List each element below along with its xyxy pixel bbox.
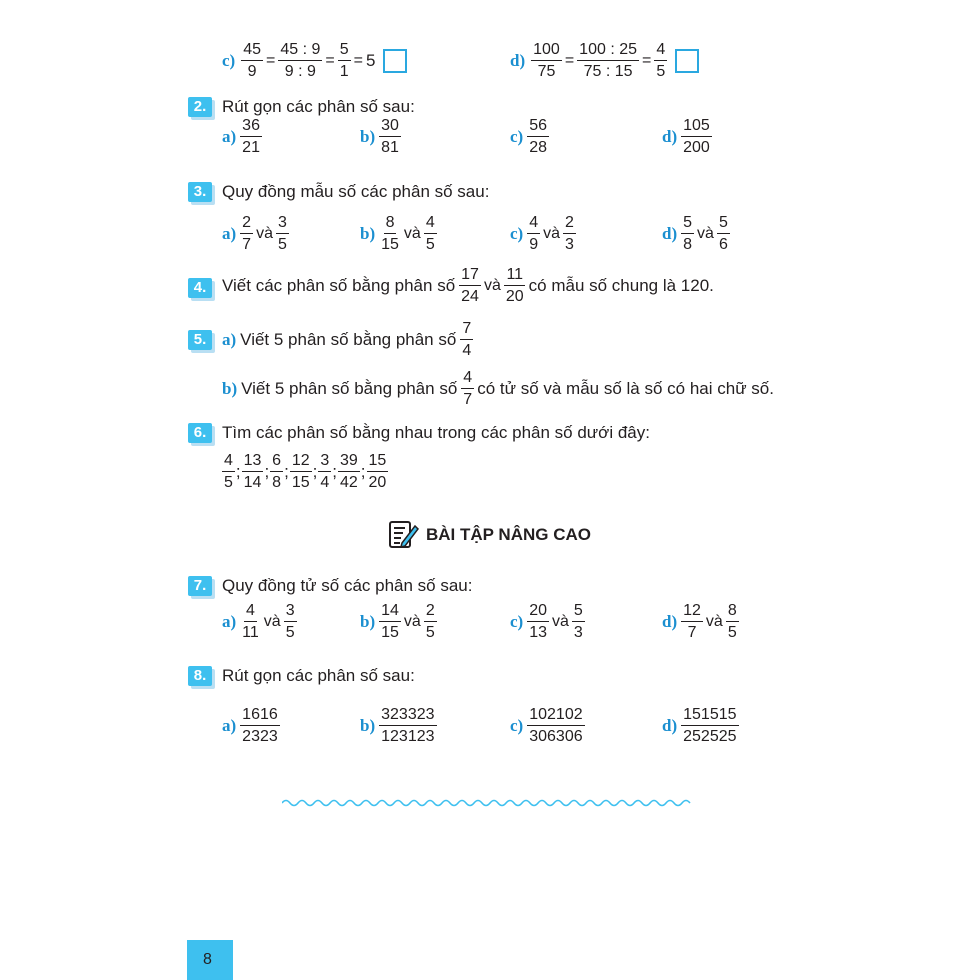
exercise-title: Quy đồng mẫu số các phân số sau: [222,182,490,201]
fraction: $\frac{2}{5}$ [425,602,435,641]
fraction: $\frac{8}{15}$ [381,214,399,253]
fraction: $\frac{2}{3}$ [565,214,574,253]
fraction: $\frac{3}{4}$ [320,452,330,491]
page-number: 8 [203,951,212,968]
fraction: $\frac{4}{11}$ [242,602,259,641]
fraction: $\frac{36}{21}$ [242,117,260,156]
fraction: $\frac{17}{24}$ [461,266,479,305]
ex7-item-d: d) $\frac{12}{7}$ và $\frac{8}{5}$ [662,602,737,641]
fraction: $\frac{2}{7}$ [242,214,252,253]
ex2-item-a: a) $\frac{36}{21}$ [222,117,260,156]
fraction: $\frac{4}{5}$ [224,452,233,491]
answer-box[interactable] [675,49,699,73]
ex2-item-c: c) $\frac{56}{28}$ [510,117,548,156]
edit-note-icon [388,519,420,551]
exercise-number-badge: 8. [188,666,212,686]
fraction: $\frac{6}{8}$ [272,452,282,491]
fraction: $\frac{45}{9}$ [243,41,262,80]
fraction: $\frac{30}{81}$ [381,117,399,156]
exercise-number-badge: 5. [188,330,212,350]
fraction: $\frac{100 : 25}{75 : 15}$ [579,41,637,80]
fraction: $\frac{1616}{2323}$ [242,706,278,745]
page-number-tab [187,940,233,980]
ex2-item-b: b) $\frac{30}{81}$ [360,117,399,156]
fraction: $\frac{5}{6}$ [718,214,728,253]
item-label: c) [222,50,236,70]
ex3-item-d: d) $\frac{5}{8}$ và $\frac{5}{6}$ [662,214,728,253]
ex3-item-a: a) $\frac{2}{7}$ và $\frac{3}{5}$ [222,214,287,253]
answer-box[interactable] [383,49,407,73]
fraction: $\frac{100}{75}$ [533,41,560,80]
fraction: $\frac{8}{5}$ [727,602,737,641]
ex5-item-b: b) Viết 5 phân số bằng phân số $\frac{4}{7}$ có tử số và mẫu số là số có hai chữ số. [222,369,774,408]
ex7-item-b: b) $\frac{14}{15}$ và $\frac{2}{5}$ [360,602,435,641]
ex1-item-c: c) $\frac{45}{9}$ = $\frac{45 : 9}{9 : 9}$ = $\frac{5}{1}$ = 5 [222,40,407,81]
ex8-item-d: d) $\frac{151515}{252525}$ [662,706,737,745]
ex8-item-c: c) $\frac{102102}{306306}$ [510,706,583,745]
fraction: $\frac{323323}{123123}$ [381,706,435,745]
ex6-fraction-list: $\frac{4}{5}$ ; $\frac{13}{14}$ ; $\frac{6}{8}$ ; $\frac{12}{15}$ ; $\frac{3}{4}$ ; $\frac{39}{42}$ ; $\frac{15}{20}$ [224,452,387,491]
ex8-item-a: a) $\frac{1616}{2323}$ [222,706,278,745]
fraction: $\frac{5}{3}$ [573,602,583,641]
fraction: $\frac{151515}{252525}$ [683,706,737,745]
fraction: $\frac{56}{28}$ [529,117,548,156]
advanced-section-heading: BÀI TẬP NÂNG CAO [388,519,591,551]
ex1-item-d: d) $\frac{100}{75}$ = $\frac{100 : 25}{75 : 15}$ = $\frac{4}{5}$ [510,40,699,81]
ex3-item-b: b) $\frac{8}{15}$ và $\frac{4}{5}$ [360,214,435,253]
fraction: $\frac{7}{4}$ [462,320,472,359]
fraction: $\frac{5}{8}$ [683,214,693,253]
exercise-number-badge: 4. [188,278,212,298]
ex4-text: Viết các phân số bằng phân số $\frac{17}{24}$ và $\frac{11}{20}$ có mẫu số chung là 120. [222,266,714,305]
fraction: $\frac{12}{7}$ [683,602,701,641]
fraction: $\frac{20}{13}$ [529,602,548,641]
exercise-title: Tìm các phân số bằng nhau trong các phân số dưới đây: [222,423,650,442]
exercise-number-badge: 3. [188,182,212,202]
fraction: $\frac{4}{5}$ [656,41,666,80]
fraction: $\frac{5}{1}$ [339,41,349,80]
fraction: $\frac{4}{9}$ [529,214,539,253]
exercise-title: Quy đồng tử số các phân số sau: [222,576,473,595]
fraction: $\frac{3}{5}$ [285,602,295,641]
fraction: $\frac{3}{5}$ [277,214,287,253]
fraction: $\frac{39}{42}$ [339,452,358,491]
exercise-number-badge: 2. [188,97,212,117]
ex7-item-c: c) $\frac{20}{13}$ và $\frac{5}{3}$ [510,602,583,641]
fraction: $\frac{45 : 9}{9 : 9}$ [280,41,321,80]
exercise-title: Rút gọn các phân số sau: [222,97,415,116]
exercise-title: Rút gọn các phân số sau: [222,666,415,685]
exercise-number-badge: 6. [188,423,212,443]
fraction: $\frac{4}{7}$ [463,369,473,408]
ex3-item-c: c) $\frac{4}{9}$ và $\frac{2}{3}$ [510,214,574,253]
fraction: $\frac{105}{200}$ [683,117,710,156]
exercise-number-badge: 7. [188,576,212,596]
fraction: $\frac{12}{15}$ [291,452,310,491]
ex2-item-d: d) $\frac{105}{200}$ [662,117,710,156]
item-label: d) [510,50,526,70]
fraction: $\frac{11}{20}$ [505,266,524,305]
fraction: $\frac{13}{14}$ [243,452,262,491]
wavy-divider [282,796,692,810]
ex5-item-a: a) Viết 5 phân số bằng phân số $\frac{7}{4}$ [222,320,472,359]
fraction: $\frac{14}{15}$ [381,602,399,641]
fraction: $\frac{15}{20}$ [368,452,387,491]
fraction: $\frac{4}{5}$ [425,214,435,253]
fraction: $\frac{102102}{306306}$ [529,706,583,745]
ex7-item-a: a) $\frac{4}{11}$ và $\frac{3}{5}$ [222,602,295,641]
ex8-item-b: b) $\frac{323323}{123123}$ [360,706,435,745]
